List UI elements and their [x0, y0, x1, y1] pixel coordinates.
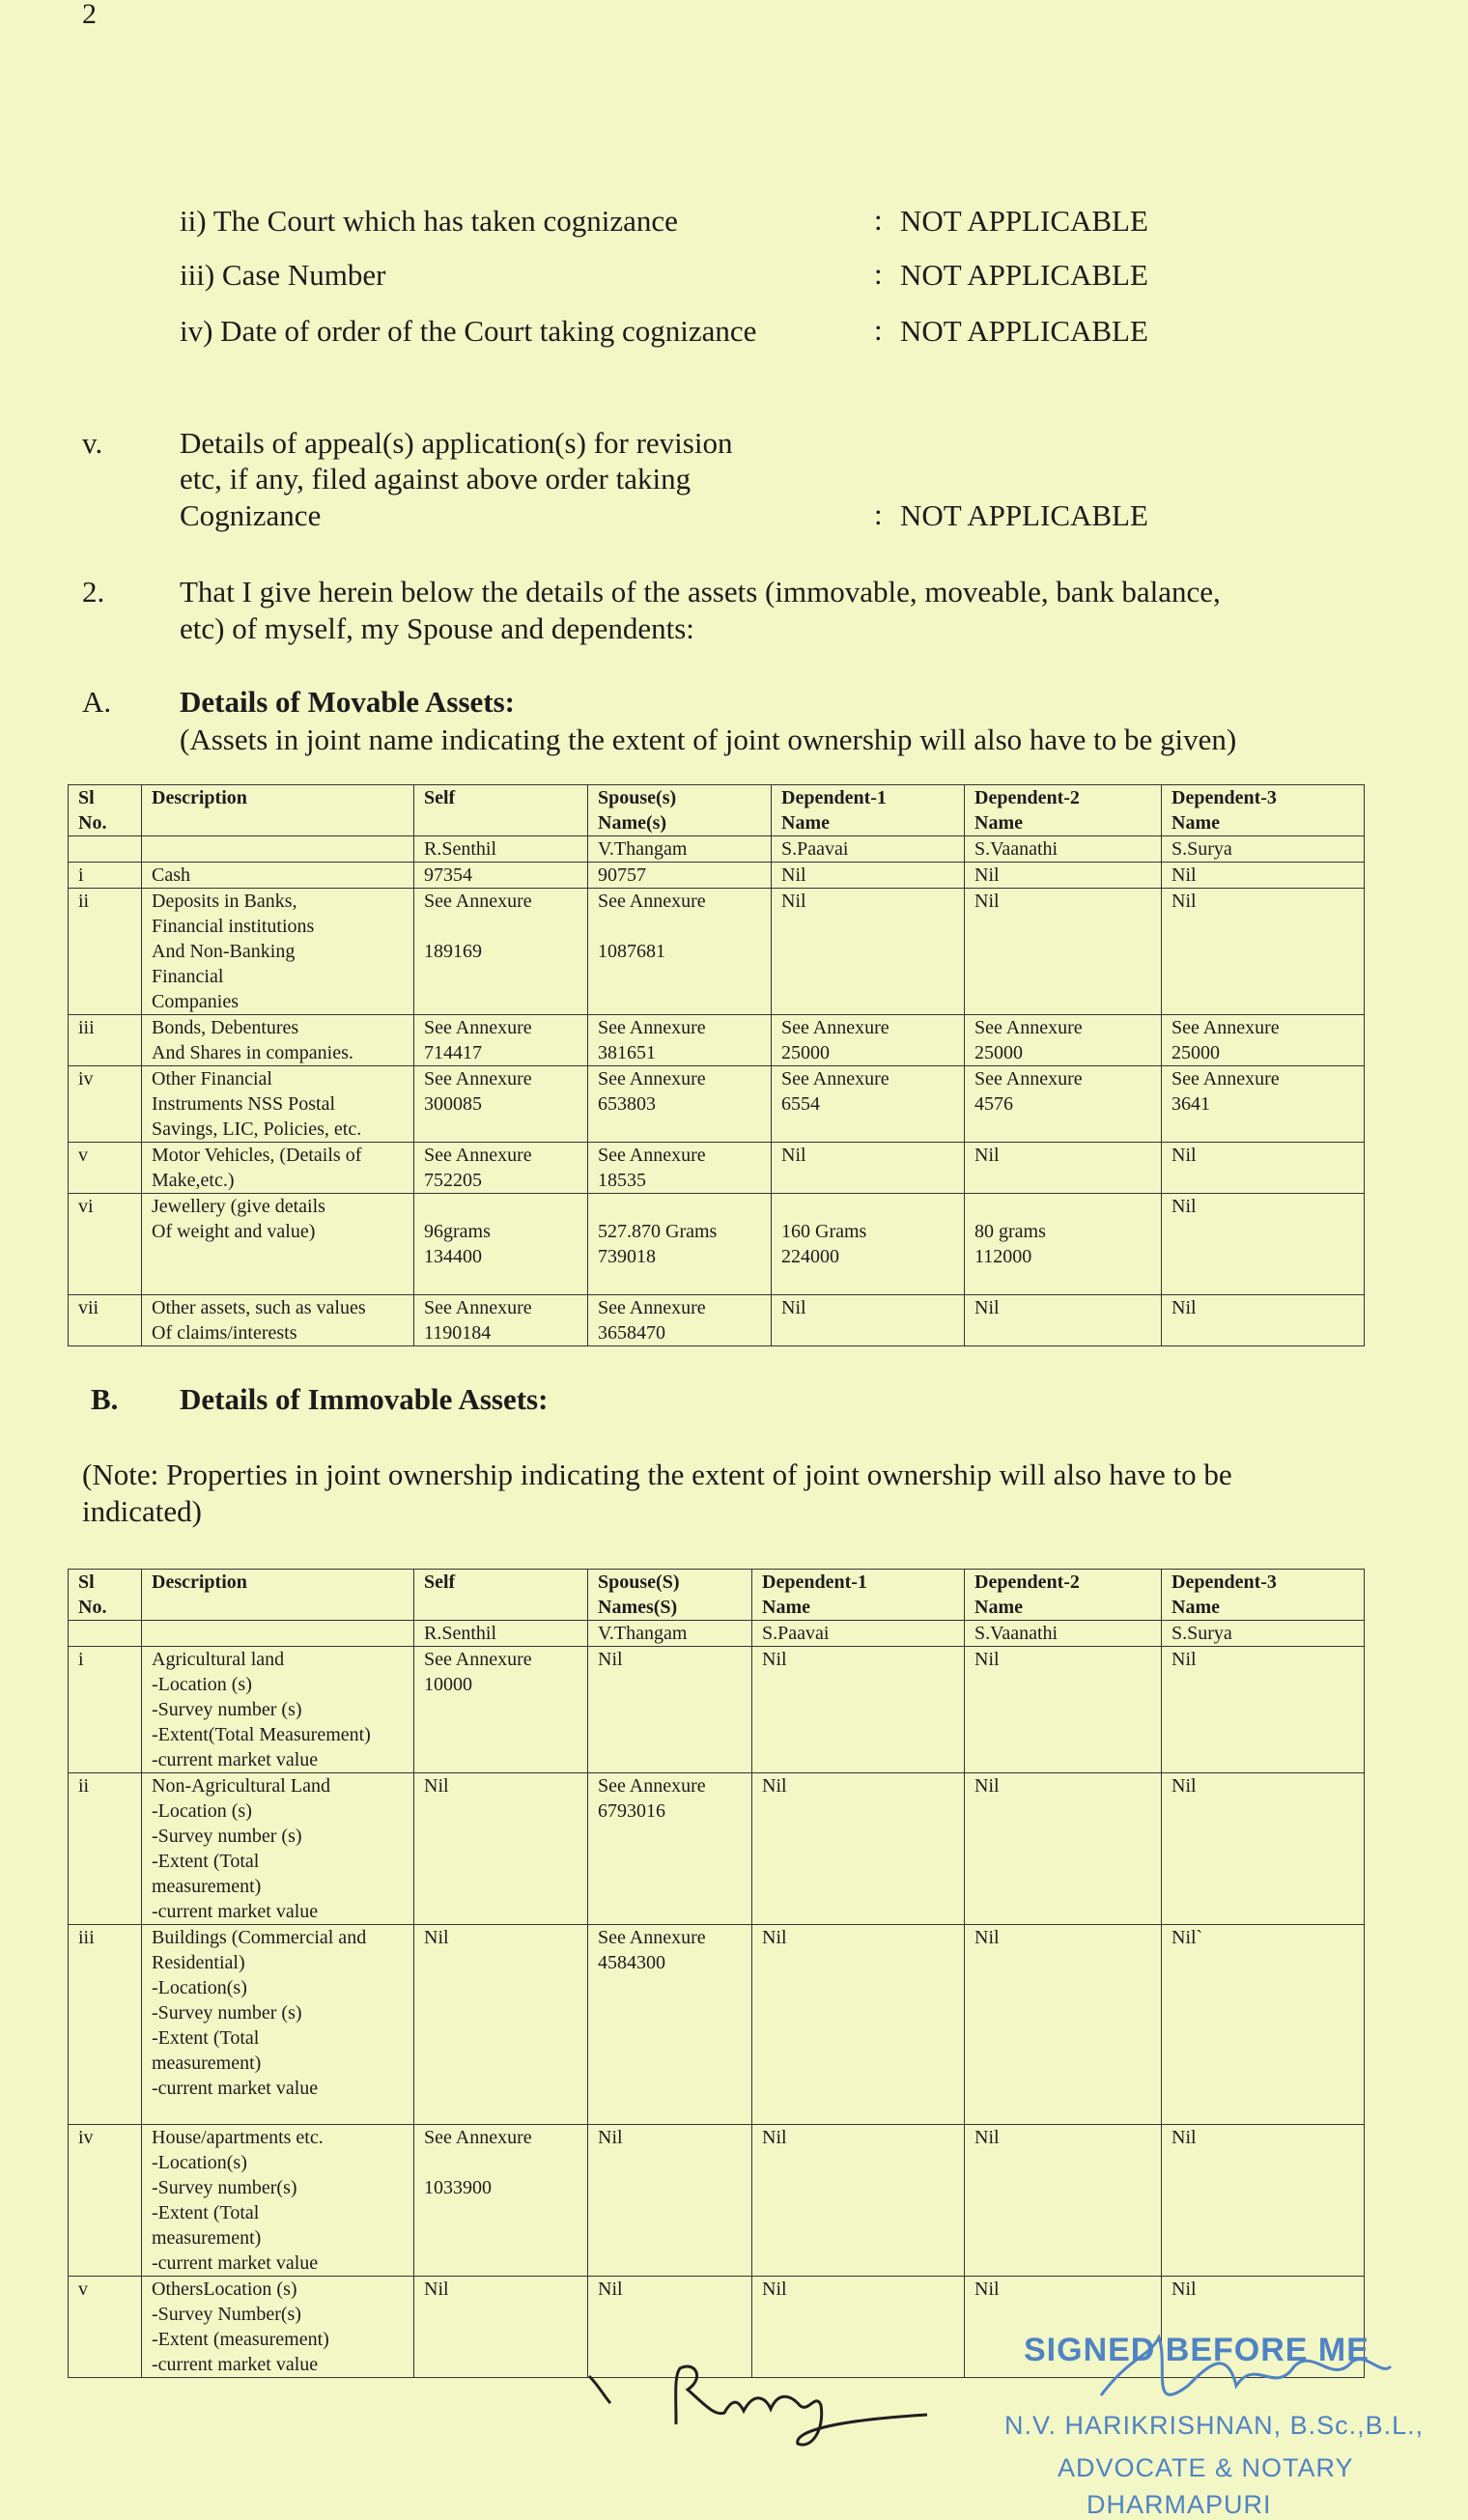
- value-cell: See Annexure 3658470: [588, 1295, 772, 1346]
- person-name-cell: S.Surya: [1162, 1621, 1365, 1647]
- value-cell: See Annexure 714417: [414, 1015, 588, 1066]
- row-number-cell: i: [69, 863, 142, 889]
- section-a-letter: A.: [82, 685, 112, 719]
- column-header: Dependent-3 Name: [1162, 1570, 1365, 1621]
- value-cell: Nil: [965, 1647, 1162, 1773]
- notary-stamp: [985, 2328, 1468, 2519]
- column-header: Dependent-3 Name: [1162, 785, 1365, 836]
- value-cell: See Annexure 25000: [1162, 1015, 1365, 1066]
- value-cell: See Annexure 1087681: [588, 889, 772, 1015]
- description-cell: Non-Agricultural Land -Location (s) -Survey number (s) -Extent (Total measurement) -current market value: [142, 1773, 414, 1925]
- value-cell: Nil: [1162, 2277, 1365, 2378]
- person-name-cell: R.Senthil: [414, 1621, 588, 1647]
- section-b-title: Details of Immovable Assets:: [180, 1382, 549, 1416]
- colon: :: [874, 257, 883, 291]
- case-number-label: iii) Case Number: [180, 258, 386, 292]
- column-header: Dependent-2 Name: [965, 1570, 1162, 1621]
- value-cell: See Annexure 300085: [414, 1066, 588, 1143]
- description-cell: House/apartments etc. -Location(s) -Survey number(s) -Extent (Total measurement) -current market value: [142, 2125, 414, 2277]
- value-cell: See Annexure 6554: [772, 1066, 965, 1143]
- value-cell: Nil: [772, 1295, 965, 1346]
- value-cell: Nil: [1162, 1295, 1365, 1346]
- item-2-number: 2.: [82, 575, 105, 609]
- person-name-cell: V.Thangam: [588, 1621, 752, 1647]
- order-date-value: NOT APPLICABLE: [900, 314, 1148, 348]
- row-number-cell: iv: [69, 1066, 142, 1143]
- immovable-assets-table: [68, 1569, 1365, 2378]
- value-cell: 96grams 134400: [414, 1194, 588, 1295]
- row-number-cell: iii: [69, 1925, 142, 2125]
- value-cell: Nil: [965, 1773, 1162, 1925]
- row-number-cell: ii: [69, 1773, 142, 1925]
- row-number-cell: vi: [69, 1194, 142, 1295]
- value-cell: Nil: [772, 1143, 965, 1194]
- value-cell: Nil: [588, 1647, 752, 1773]
- column-header: Description: [142, 785, 414, 836]
- item-2-line-1: That I give herein below the details of the assets (immovable, moveable, bank balance,: [180, 575, 1221, 609]
- value-cell: 97354: [414, 863, 588, 889]
- table-row: [69, 1143, 1365, 1194]
- column-header: Sl No.: [69, 1570, 142, 1621]
- value-cell: Nil`: [1162, 1925, 1365, 2125]
- names-row: [69, 836, 1365, 863]
- value-cell: Nil: [752, 2277, 965, 2378]
- value-cell: See Annexure 25000: [772, 1015, 965, 1066]
- value-cell: Nil: [965, 1295, 1162, 1346]
- person-name-cell: S.Paavai: [772, 836, 965, 863]
- column-header: Spouse(s) Name(s): [588, 785, 772, 836]
- row-number-cell: v: [69, 1143, 142, 1194]
- section-b-note-line-1: (Note: Properties in joint ownership indicating the extent of joint ownership will also have to be: [82, 1458, 1232, 1491]
- row-number-cell: iii: [69, 1015, 142, 1066]
- value-cell: 90757: [588, 863, 772, 889]
- column-header: Dependent-2 Name: [965, 785, 1162, 836]
- description-cell: Bonds, Debentures And Shares in companies.: [142, 1015, 414, 1066]
- value-cell: Nil: [588, 2125, 752, 2277]
- value-cell: See Annexure 1033900: [414, 2125, 588, 2277]
- person-name-cell: [142, 1621, 414, 1647]
- column-header: Spouse(S) Names(S): [588, 1570, 752, 1621]
- description-cell: Jewellery (give details Of weight and value): [142, 1194, 414, 1295]
- person-name-cell: [69, 1621, 142, 1647]
- stamp-line-1: SIGNED BEFORE ME: [1024, 2332, 1369, 2368]
- colon: :: [874, 203, 883, 237]
- court-cognizance-value: NOT APPLICABLE: [900, 204, 1148, 238]
- value-cell: Nil: [965, 1143, 1162, 1194]
- table-row: [69, 1066, 1365, 1143]
- description-cell: Motor Vehicles, (Details of Make,etc.): [142, 1143, 414, 1194]
- colon: :: [874, 497, 883, 531]
- table-row: [69, 863, 1365, 889]
- value-cell: See Annexure 653803: [588, 1066, 772, 1143]
- value-cell: See Annexure 381651: [588, 1015, 772, 1066]
- row-number-cell: i: [69, 1647, 142, 1773]
- description-cell: Other assets, such as values Of claims/interests: [142, 1295, 414, 1346]
- value-cell: See Annexure 18535: [588, 1143, 772, 1194]
- row-number-cell: iv: [69, 2125, 142, 2277]
- value-cell: 80 grams 112000: [965, 1194, 1162, 1295]
- value-cell: Nil: [588, 2277, 752, 2378]
- value-cell: See Annexure 752205: [414, 1143, 588, 1194]
- section-a-note: (Assets in joint name indicating the extent of joint ownership will also have to be given): [180, 722, 1237, 756]
- value-cell: See Annexure 1190184: [414, 1295, 588, 1346]
- column-header: Dependent-1 Name: [752, 1570, 965, 1621]
- colon: :: [874, 313, 883, 347]
- appeal-number: v.: [82, 426, 103, 460]
- value-cell: Nil: [1162, 889, 1365, 1015]
- description-cell: OthersLocation (s) -Survey Number(s) -Extent (measurement) -current market value: [142, 2277, 414, 2378]
- appeal-line-1: Details of appeal(s) application(s) for revision: [180, 426, 733, 460]
- table-row: [69, 1773, 1365, 1925]
- value-cell: Nil: [1162, 1194, 1365, 1295]
- value-cell: Nil: [1162, 2125, 1365, 2277]
- value-cell: Nil: [1162, 1773, 1365, 1925]
- value-cell: Nil: [1162, 1647, 1365, 1773]
- value-cell: See Annexure 10000: [414, 1647, 588, 1773]
- page-number: 2: [82, 0, 97, 30]
- person-name-cell: [69, 836, 142, 863]
- column-header: Self: [414, 1570, 588, 1621]
- value-cell: Nil: [752, 2125, 965, 2277]
- value-cell: Nil: [414, 1773, 588, 1925]
- table-row: [69, 1194, 1365, 1295]
- value-cell: Nil: [965, 2277, 1162, 2378]
- value-cell: Nil: [414, 1925, 588, 2125]
- item-2-line-2: etc) of myself, my Spouse and dependents:: [180, 611, 694, 645]
- stamp-line-2: N.V. HARIKRISHNAN, B.Sc.,B.L.,: [1004, 2411, 1425, 2440]
- value-cell: Nil: [965, 1925, 1162, 2125]
- row-number-cell: vii: [69, 1295, 142, 1346]
- table-row: [69, 1925, 1365, 2125]
- person-name-cell: S.Surya: [1162, 836, 1365, 863]
- value-cell: See Annexure 25000: [965, 1015, 1162, 1066]
- value-cell: Nil: [965, 863, 1162, 889]
- signature-icon: [579, 2357, 966, 2453]
- person-name-cell: R.Senthil: [414, 836, 588, 863]
- value-cell: Nil: [414, 2277, 588, 2378]
- description-cell: Cash: [142, 863, 414, 889]
- table-row: [69, 1015, 1365, 1066]
- section-b-note-line-2: indicated): [82, 1494, 202, 1528]
- column-header: Dependent-1 Name: [772, 785, 965, 836]
- row-number-cell: v: [69, 2277, 142, 2378]
- person-name-cell: S.Vaanathi: [965, 836, 1162, 863]
- column-header: Description: [142, 1570, 414, 1621]
- person-name-cell: [142, 836, 414, 863]
- table-header-row: [69, 785, 1365, 836]
- table-row: [69, 2125, 1365, 2277]
- description-cell: Agricultural land -Location (s) -Survey number (s) -Extent(Total Measurement) -current market value: [142, 1647, 414, 1773]
- section-a-title: Details of Movable Assets:: [180, 685, 515, 719]
- value-cell: See Annexure 4576: [965, 1066, 1162, 1143]
- value-cell: See Annexure 6793016: [588, 1773, 752, 1925]
- stamp-line-3: ADVOCATE & NOTARY: [1058, 2453, 1354, 2482]
- value-cell: Nil: [772, 863, 965, 889]
- table-row: [69, 889, 1365, 1015]
- appeal-value: NOT APPLICABLE: [900, 498, 1148, 532]
- value-cell: See Annexure 189169: [414, 889, 588, 1015]
- value-cell: Nil: [1162, 863, 1365, 889]
- case-number-value: NOT APPLICABLE: [900, 258, 1148, 292]
- column-header: Self: [414, 785, 588, 836]
- order-date-label: iv) Date of order of the Court taking cognizance: [180, 314, 757, 348]
- value-cell: Nil: [965, 2125, 1162, 2277]
- court-cognizance-label: ii) The Court which has taken cognizance: [180, 204, 678, 238]
- table-row: [69, 1295, 1365, 1346]
- value-cell: Nil: [752, 1773, 965, 1925]
- value-cell: 527.870 Grams 739018: [588, 1194, 772, 1295]
- table-header-row: [69, 1570, 1365, 1621]
- names-row: [69, 1621, 1365, 1647]
- value-cell: 160 Grams 224000: [772, 1194, 965, 1295]
- value-cell: Nil: [1162, 1143, 1365, 1194]
- description-cell: Deposits in Banks, Financial institutions And Non-Banking Financial Companies: [142, 889, 414, 1015]
- column-header: Sl No.: [69, 785, 142, 836]
- appeal-line-3: Cognizance: [180, 498, 322, 532]
- value-cell: Nil: [965, 889, 1162, 1015]
- value-cell: See Annexure 3641: [1162, 1066, 1365, 1143]
- stamp-line-4: DHARMAPURI: [1087, 2490, 1272, 2519]
- table-row: [69, 1647, 1365, 1773]
- person-name-cell: V.Thangam: [588, 836, 772, 863]
- movable-assets-table: [68, 784, 1365, 1346]
- value-cell: Nil: [752, 1925, 965, 2125]
- row-number-cell: ii: [69, 889, 142, 1015]
- description-cell: Buildings (Commercial and Residential) -Location(s) -Survey number (s) -Extent (Total measurement) -current market value: [142, 1925, 414, 2125]
- description-cell: Other Financial Instruments NSS Postal Savings, LIC, Policies, etc.: [142, 1066, 414, 1143]
- value-cell: Nil: [772, 889, 965, 1015]
- value-cell: See Annexure 4584300: [588, 1925, 752, 2125]
- section-b-letter: B.: [91, 1382, 119, 1416]
- appeal-line-2: etc, if any, filed against above order taking: [180, 462, 692, 496]
- person-name-cell: S.Vaanathi: [965, 1621, 1162, 1647]
- value-cell: Nil: [752, 1647, 965, 1773]
- person-name-cell: S.Paavai: [752, 1621, 965, 1647]
